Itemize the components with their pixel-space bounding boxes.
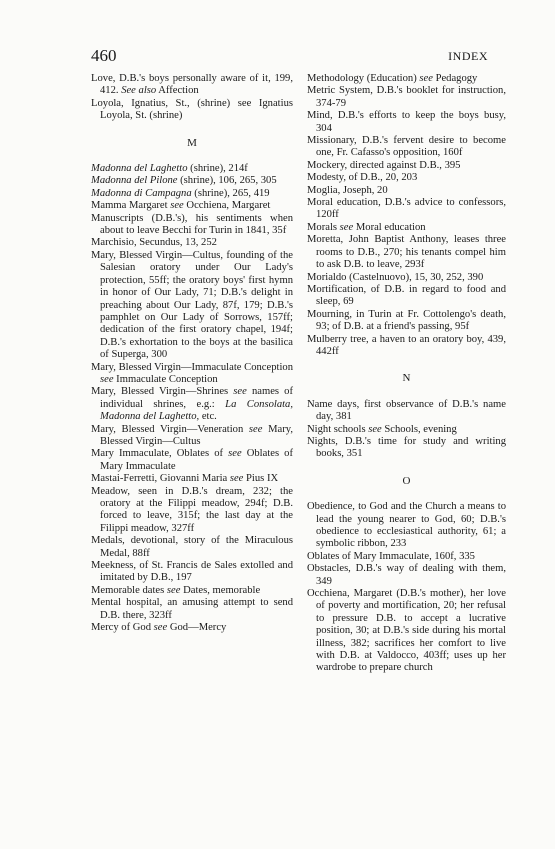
index-entry: Oblates of Mary Immaculate, 160f, 335 [307,550,475,562]
index-entry: Night schools see Schools, evening [307,423,457,435]
index-entry: Modesty, of D.B., 20, 203 [307,172,418,184]
section-letter: N [402,372,411,385]
running-title: INDEX [448,49,488,63]
index-entry: Mamma Margaret see Occhiena, Margaret [91,200,271,212]
index-entry: Mortification, of D.B. in regard to food and sleep, 69 [307,283,506,308]
index-entry: Obedience, to God and the Church a means to lead the young nearer to God, 60; D.B.'s obedience to ecclesiastical authority, 61; a symbolic ribbon, 233 [307,501,506,550]
page-number: 460 [91,46,117,65]
index-entry: Nights, D.B.'s time for study and writing books, 351 [307,435,506,460]
index-entry: Marchisio, Secundus, 13, 252 [91,237,217,249]
index-entry: Mental hospital, an amusing attempt to send D.B. there, 323ff [91,597,293,621]
index-entry: Mind, D.B.'s efforts to keep the boys busy, 304 [307,110,506,134]
index-entry: Moretta, John Baptist Anthony, leases three rooms to D.B., 270; his tenants compel him to ask D.B. to leave, 293f [307,234,506,271]
index-entry: Mary, Blessed Virgin—Shrines see names of individual shrines, e.g.: La Consolata, Madonna del Laghetto, etc. [91,386,294,423]
page-header [91,46,488,66]
index-entry: Meadow, seen in D.B.'s dream, 232; the oratory at the Filippi meadow, 294f; D.B. forced to leave, 315f; the last day at the Filippi meadow, 327ff [91,485,293,534]
index-entry: Name days, first observance of D.B.'s name day, 381 [307,398,506,423]
index-entry: Manuscripts (D.B.'s), his sentiments when about to leave Becchi for Turin in 1841, 35f [91,212,293,237]
section-letter: O [402,474,411,487]
index-entry: Missionary, D.B.'s fervent desire to become one, Fr. Cafasso's opposition, 160f [307,135,506,159]
index-entry: Obstacles, D.B.'s way of dealing with them, 349 [307,563,506,587]
index-entry: Methodology (Education) see Pedagogy [307,73,478,84]
index-entry: Mary, Blessed Virgin—Cultus, founding of the Salesian oratory under Our Lady's protection, 55ff; the oratory boys' first hymn in honor of Our Lady, 71; D.B.'s delight in preaching about Our Lady, 87f, 179; D.B.'s pamphlet on Our Lady of Sorrows, 157ff; dedication of the first oratory chapel, 194f; D.B.'s exhortation to the boys at the basilica of Superga, 300 [91,249,293,361]
index-entry: Madonna del Pilone (shrine), 106, 265, 305 [91,175,277,187]
index-entry: Mockery, directed against D.B., 395 [307,159,461,171]
index-entry: Mary, Blessed Virgin—Immaculate Conception see Immaculate Conception [91,361,293,385]
index-entry: Loyola, Ignatius, St., (shrine) see Ignatius Loyola, St. (shrine) [91,97,293,122]
index-entry: Mercy of God see God—Mercy [91,622,227,634]
index-entry: Morialdo (Castelnuovo), 15, 30, 252, 390 [307,271,484,283]
index-entry: Medals, devotional, story of the Miraculous Medal, 88ff [91,535,293,559]
index-entry: Madonna di Campagna (shrine), 265, 419 [91,187,270,199]
index-entry: Meekness, of St. Francis de Sales extolled and imitated by D.B., 197 [91,560,293,584]
index-entry: Memorable dates see Dates, memorable [91,584,261,596]
index-entry: Mary Immaculate, Oblates of see Oblates of Mary Immaculate [91,448,294,472]
index-entry: Occhiena, Margaret (D.B.'s mother), her love of poverty and mortification, 20; her refusal to pressure D.B. to accept a lucrative position, 30; at D.B.'s side during his mortal illness, 382; sacrifices her comfort to live with D.B. at Valdocco, 403ff; uses up her wardrobe to prepare church [307,588,506,674]
index-entry: Metric System, D.B.'s booklet for instruction, 374-79 [307,85,506,109]
left-column [91,73,293,634]
index-entry: Moglia, Joseph, 20 [307,184,388,196]
index-entry: Morals see Moral education [307,221,426,233]
index-entry: Mastai-Ferretti, Giovanni Maria see Pius IX [91,473,279,485]
index-entry: Love, D.B.'s boys personally aware of it, 199, 412. See also Affection [91,73,293,97]
right-column [307,73,506,675]
index-entry: Mulberry tree, a haven to an oratory boy, 439, 442ff [307,333,506,357]
index-entry: Madonna del Laghetto (shrine), 214f [91,163,248,175]
index-entry: Moral education, D.B.'s advice to confessors, 120ff [307,197,506,221]
section-letter: M [187,136,197,149]
index-entry: Mary, Blessed Virgin—Veneration see Mary, Blessed Virgin—Cultus [91,423,293,447]
index-entry: Mourning, in Turin at Fr. Cottolengo's death, 93; of D.B. at a friend's passing, 95f [307,308,506,333]
